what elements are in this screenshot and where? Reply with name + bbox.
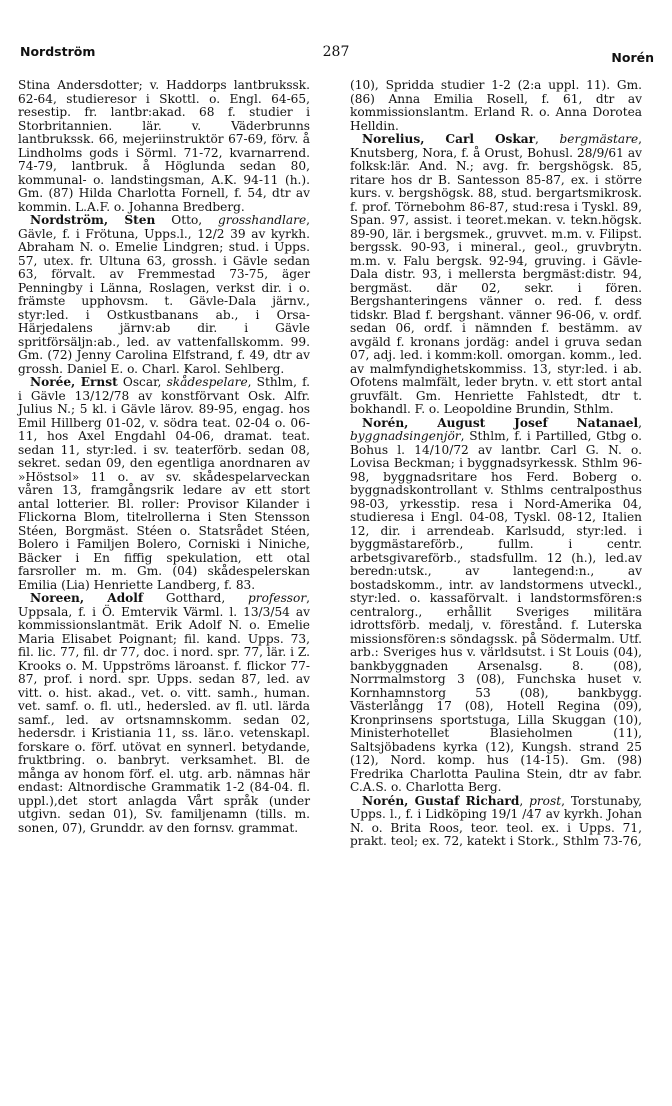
entry-occupation: grosshandlare (218, 213, 307, 227)
entry-text: Sthlm, f. i Partilled, Gtbg o. Bohus l. 14/10/72 av lantbr. Carl G. N. o. Lovisa Beckman; i byggnadsyrkessk. Sthlm 96-98, byggnadsritare hos Ferd. Boberg o. byggnadskontrollant v. Sthlms centralposthus 98-03, yrkesstip. resa i Nord-Amerika 04, studieresa i Engl. 04-08, Tyskl. 08-12, Italien 12, dir. i arrendeab. Karlsudd, styr:led. i byggmästareförb., fullm. i centr. arbetsgivareförb., stadsfullm. 12 (h.), led.av beredn:utsk., av lantegend:n., av bostadskomm., intr. av landstormens utveckl., styr:led. o. kassaförvalt. i landstormsfören:s centralorg., erhållit Sveriges militära idrottsförb. medalj, v. förestånd. f. Luterska missionsfören:s söndagssk. på Södermalm. Utf. arb.: Sveriges hus v. världsutst. i St Louis (04), bankbyggnaden Arsenalsg. 8. (08), Norrmalmstorg 3 (08), Funchska huset v. Kornhamnstorg 53 (08), bankbygg. Västerlångg 17 (08), Hotell Regina (09), Kronprinsens sportstuga, Lilla Skuggan (10), Ministerhotellet Blasieholmen (11), Saltsjöbadens kyrka (12), Kungsh. strand 25 (12), Nord. komp. hus (14-15). Gm. (98) Fredrika Charlotta Paulina Stein, dtr av fabr. C.A.S. o. Charlotta Berg. (350, 429, 642, 794)
entry-continuation (350, 79, 642, 133)
entry-name: Nordström, Sten (30, 213, 156, 227)
entry-text: Sthlm, f. i Gävle 13/12/78 av konstförvant Osk. Alfr. Julius N.; 5 kl. i Gävle lärov. 89-95, engag. hos Emil Hillberg 01-02, v. södra teat. 02-04 o. 06-11, hos Axel Engdahl 04-06, dramat. teat. sedan 11, styr:led. i sv. teaterförb. sedan 08, sekret. sedan 09, den egentliga anordnaren av »Höstsol» 11 o. av sv. skådespelarveckan våren 13, framgångsrik ledare av ett stort antal lotterier. Bl. roller: Provisor Kilander i Flickorna Blom, titelrollerna i Sten Stensson Stéen, Borgmäst. Stéen o. Statsrådet Stéen, Bolero i Familjen Bolero, Corniski i Niniche, Bäcker i En fiffig spekulation, ett otal farsroller m. m. Gm. (04) skådespelerskan Emilia (Lia) Henriette Landberg, f. 83. (18, 375, 310, 592)
entry-text: Knutsberg, Nora, f. å Orust, Bohusl. 28/9/61 av folksk:lär. And. N.; avg. fr. bergshögsk. 85, ritare hos dr B. Santesson 85-87, ex. i större kurs. v. bergshögsk. 88, stud. bergartsmikrosk. f. prof. Törnebohm 86-87, stud:resa i Tyskl. 89, Span. 97, assist. i teoret.mekan. v. tekn.högsk. 89-90, lär. i bergsmek., gruvvet. m.m. v. Filipst. bergssk. 90-93, i mineral., geol., gruvbrytn. m.m. v. Falu bergsk. 92-94, gruving. i Gävle-Dala distr. 93, i mellersta bergmäst:distr. 94, bergmäst. där 02, sekr. i fören. Bergshanteringens vänner o. red. f. dess tidskr. Blad f. bergshant. vänner 96-06, v. ordf. sedan 06, ordf. i nämnden f. bestämm. av avgäld f. kronans jordäg: andel i gruva sedan 07, adj. led. i komm:koll. omorgan. komm., led. av malmfyndighetskommiss. 13, styr:led. i ab. Ofotens malmfält, leder brytn. v. ett stort antal gruvfält. Gm. Henriette Fahlstedt, dtr t. bokhandl. F. o. Leopoldine Brundin, Sthlm. (350, 145, 642, 416)
entry-text: (10), Spridda studier 1-2 (2:a uppl. 11). Gm. (86) Anna Emilia Rosell, f. 61, dtr av kommissionslantm. Erland R. o. Anna Dorotea Helldin. (350, 78, 642, 133)
entry-noree-ernst: Norée, Ernst Oscar, skådespelare, Sthlm, f. i Gävle 13/12/78 av konstförvant Osk. Alfr. Julius N.; 5 kl. i Gävle lärov. 89-95, engag. hos Emil Hillberg 01-02, v. södra teat. 02-04 o. 06-11, hos Axel Engdahl 04-06, dramat. teat. sedan 11, styr:led. i sv. teaterförb. sedan 08, sekret. sedan 09, den egentliga anordnaren av »Höstsol» 11 o. av sv. skådespelarveckan våren 13, framgångsrik ledare av ett stort antal lotterier. Bl. roller: Provisor Kilander i Flickorna Blom, titelrollerna i Sten Stensson Stéen, Borgmäst. Stéen o. Statsrådet Stéen, Bolero i Familjen Bolero, Corniski i Niniche, Bäcker i En fiffig spekulation, ett otal farsroller m. m. Gm. (04) skådespelerskan Emilia (Lia) Henriette Landberg, f. 83. (18, 375, 310, 592)
entry-name: Noreen, Adolf (30, 591, 144, 605)
entry-nordstrom-sten: Nordström, Sten Otto, grosshandlare, Gävle, f. i Frötuna, Upps.l., 12/2 39 av kyrkh. Abraham N. o. Emelie Lindgren; stud. i Upps. 57, utex. fr. Ultuna 63, grossh. i Gävle sedan 63, förvalt. av Fremmestad 73-75, äger Penningby i Länna, Roslagen, verkst dir. i o. främste upphovsm. t. Gävle-Dala järnv., styr:led. i Ostkustbanans ab., i Orsa-Härjedalens järnv:ab dir. i Gävle spritförsäljn:ab., led. av vattenfallskomm. 99. Gm. (72) Jenny Carolina Elfstrand, f. 49, dtr av grossh. Daniel E. o. Charl. Karol. Sehlberg. (18, 213, 310, 376)
entry-occupation: professor (248, 591, 307, 605)
header-right-name: Norén (611, 50, 654, 65)
page-number: 287 (322, 44, 350, 60)
entry-noren-august: Norén, August Josef Natanael, byggnadsingenjör, Sthlm, f. i Partilled, Gtbg o. Bohus l. 14/10/72 av lantbr. Carl G. N. o. Lovisa Beckman; i byggnadsyrkessk. Sthlm 96-98, byggnadsritare hos Ferd. Boberg o. byggnadskontrollant v. Sthlms centralposthus 98-03, yrkesstip. resa i Nord-Amerika 04, studieresa i Engl. 04-08, Tyskl. 08-12, Italien 12, dir. i arrendeab. Karlsudd, styr:led. i byggmästareförb., fullm. i centr. arbetsgivareförb., stadsfullm. 12 (h.), led.av beredn:utsk., av lantegend:n., av bostadskomm., intr. av landstormens utveckl., styr:led. o. kassaförvalt. i landstormsfören:s centralorg., erhållit Sveriges militära idrottsförb. medalj, v. förestånd. f. Luterska missionsfören:s söndagssk. på Södermalm. Utf. arb.: Sveriges hus v. världsutst. i St Louis (04), bankbyggnaden Arsenalsg. 8. (08), Norrmalmstorg 3 (08), Funchska huset v. Kornhamnstorg 53 (08), bankbygg. Västerlångg 17 (08), Hotell Regina (09), Kronprinsens sportstuga, Lilla Skuggan (10), Ministerhotellet Blasieholmen (11), Saltsjöbadens kyrka (12), Kungsh. strand 25 (12), Nord. komp. hus (14-15). Gm. (98) Fredrika Charlotta Paulina Stein, dtr av fabr. C.A.S. o. Charlotta Berg. (350, 415, 642, 794)
entry-name: Norée, Ernst (30, 375, 118, 389)
entry-name: Norén, Gustaf Richard (362, 793, 520, 808)
right-column (350, 79, 642, 849)
running-header (18, 44, 654, 66)
entry-name: Norén, August Josef Natanael (362, 415, 639, 430)
entry-occupation: byggnadsingenjör (350, 429, 461, 443)
left-column (18, 79, 310, 835)
entry-name: Norelius, Carl Oskar (362, 132, 536, 146)
entry-text: Gävle, f. i Frötuna, Upps.l., 12/2 39 av kyrkh. Abraham N. o. Emelie Lindgren; stud. i Upps. 57, utex. fr. Ultuna 63, grossh. i Gävle sedan 63, förvalt. av Fremmestad 73-75, äger Penningby i Länna, Roslagen, verkst dir. i o. främste upphovsm. t. Gävle-Dala järnv., styr:led. i Ostkustbanans ab., i Orsa-Härjedalens järnv:ab dir. i Gävle spritförsäljn:ab., led. av vattenfallskomm. 99. Gm. (72) Jenny Carolina Elfstrand, f. 49, dtr av grossh. Daniel E. o. Charl. Karol. Sehlberg. (18, 226, 310, 376)
entry-occupation: prost (529, 793, 562, 808)
entry-text: Stina Andersdotter; v. Haddorps lantbrukssk. 62-64, studieresor i Skottl. o. Engl. 64-65, resestip. fr. lantbr:akad. 68 f. studier i Storbritannien. lär. v. Väderbrunns lantbrukssk. 66, mejeriinstruktör 67-69, förv. å Lindholms gods i Sörml. 71-72, kvarnarrend. 74-79, lantbruk. å Höglunda sedan 80, kommunal- o. landstingsman, A.K. 94-11 (h.). Gm. (87) Hilda Charlotta Fornell, f. 54, dtr av kommin. L.A.F. o. Johanna Bredberg. (18, 78, 310, 214)
entry-occupation: skådespelare (166, 375, 248, 389)
entry-text: Uppsala, f. i Ö. Emtervik Värml. l. 13/3/54 av kommissionslantmät. Erik Adolf N. o. Emelie Maria Elisabet Poignant; fil. kand. Upps. 73, fil. lic. 77, fil. dr 77, doc. i nord. spr. 77, lär. i Z. Krooks o. M. Uppströms läroanst. f. flickor 77-87, prof. i nord. spr. Upps. sedan 87, led. av vitt. o. hist. akad., vet. o. vitt. samh., human. vet. samf. o. fl. utl., hedersled. av fl. utl. lärda samf., led. av ortsnamnskomm. sedan 02, hedersdr. i Kristiania 11, ss. lär.o. vetenskapl. forskare o. förf. utövat en synnerl. betydande, fruktbring. o. banbryt. verksamhet. Bl. de många av honom förf. el. utg. arb. nämnas här endast: Altnordische Grammatik 1-2 (84-04. fl. uppl.),det stort anlagda Vårt språk (under utgivn. sedan 01), Sv. familjenamn (tills. m. sonen, 07), Grunddr. av den fornsv. grammat. (18, 604, 310, 835)
entry-norelius-carl: Norelius, Carl Oskar, bergmästare, Knutsberg, Nora, f. å Orust, Bohusl. 28/9/61 av folksk:lär. And. N.; avg. fr. bergshögsk. 85, ritare hos dr B. Santesson 85-87, ex. i större kurs. v. bergshögsk. 88, stud. bergartsmikrosk. f. prof. Törnebohm 86-87, stud:resa i Tyskl. 89, Span. 97, assist. i teoret.mekan. v. tekn.högsk. 89-90, lär. i bergsmek., gruvvet. m.m. v. Filipst. bergssk. 90-93, i mineral., geol., gruvbrytn. m.m. v. Falu bergsk. 92-94, gruving. i Gävle-Dala distr. 93, i mellersta bergmäst:distr. 94, bergmäst. där 02, sekr. i fören. Bergshanteringens vänner o. red. f. dess tidskr. Blad f. bergshant. vänner 96-06, v. ordf. sedan 06, ordf. i nämnden f. bestämm. av avgäld f. kronans jordäg: andel i gruva sedan 07, adj. led. i komm:koll. omorgan. komm., led. av malmfyndighetskommiss. 13, styr:led. i ab. Ofotens malmfält, leder brytn. v. ett stort antal gruvfält. Gm. Henriette Fahlstedt, dtr t. bokhandl. F. o. Leopoldine Brundin, Sthlm. (350, 132, 642, 416)
entry-occupation: bergmästare (559, 132, 639, 146)
header-left-name: Nordström (20, 44, 96, 59)
entry-text: Torstunaby, Upps. l., f. i Lidköping 19/1 /47 av kyrkh. Johan N. o. Brita Roos, teor. teol. ex. i Upps. 71, prakt. teol; ex. 72, katekt i Stork., Sthlm 73-76, (350, 793, 642, 848)
entry-noren-gustaf: Norén, Gustaf Richard, prost, Torstunaby, Upps. l., f. i Lidköping 19/1 /47 av kyrkh. Johan N. o. Brita Roos, teor. teol. ex. i Upps. 71, prakt. teol; ex. 72, katekt i Stork., Sthlm 73-76, (350, 793, 642, 848)
entry-continuation (18, 79, 310, 214)
entry-noreen-adolf: Noreen, Adolf Gotthard, professor, Uppsala, f. i Ö. Emtervik Värml. l. 13/3/54 av kommissionslantmät. Erik Adolf N. o. Emelie Maria Elisabet Poignant; fil. kand. Upps. 73, fil. lic. 77, fil. dr 77, doc. i nord. spr. 77, lär. i Z. Krooks o. M. Uppströms läroanst. f. flickor 77-87, prof. i nord. spr. Upps. sedan 87, led. av vitt. o. hist. akad., vet. o. vitt. samh., human. vet. samf. o. fl. utl., hedersled. av fl. utl. lärda samf., led. av ortsnamnskomm. sedan 02, hedersdr. i Kristiania 11, ss. lär.o. vetenskapl. forskare o. förf. utövat en synnerl. betydande, fruktbring. o. banbryt. verksamhet. Bl. de många av honom förf. el. utg. arb. nämnas här endast: Altnordische Grammatik 1-2 (84-04. fl. uppl.),det stort anlagda Vårt språk (under utgivn. sedan 01), Sv. familjenamn (tills. m. sonen, 07), Grunddr. av den fornsv. grammat. (18, 591, 310, 835)
